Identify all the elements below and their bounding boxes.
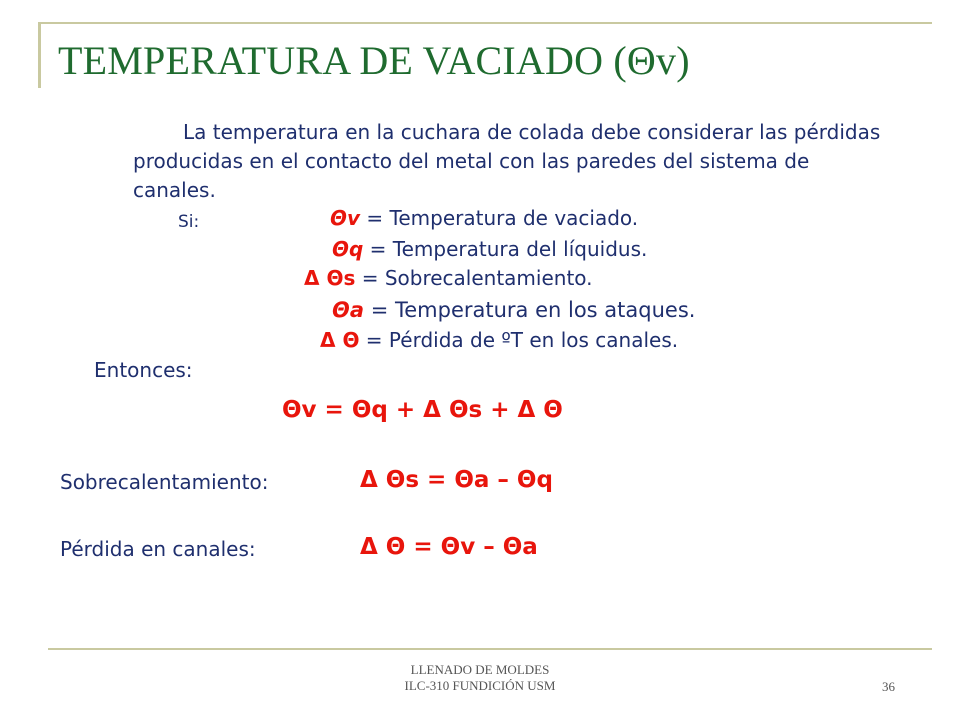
definition-symbol: Δ Θs bbox=[304, 266, 356, 290]
footer bbox=[300, 662, 660, 694]
intro-paragraph bbox=[133, 118, 893, 205]
slide-title: TEMPERATURA DE VACIADO (Θv) bbox=[58, 38, 690, 83]
definition-symbol: Θv bbox=[330, 206, 361, 230]
frame-left-line bbox=[38, 22, 41, 88]
definition-text: = Sobrecalentamiento. bbox=[355, 266, 593, 290]
definition-text: = Temperatura en los ataques. bbox=[364, 298, 696, 322]
entonces-label: Entonces: bbox=[94, 358, 193, 382]
page-number: 36 bbox=[882, 679, 895, 694]
definition-theta-q bbox=[332, 237, 647, 261]
frame-bottom-line bbox=[48, 648, 932, 650]
definition-text: = Temperatura del líquidus. bbox=[363, 237, 648, 261]
perdida-equation: Δ Θ = Θv – Θa bbox=[360, 534, 538, 560]
si-label: Si: bbox=[178, 212, 200, 232]
perdida-label: Pérdida en canales: bbox=[60, 537, 256, 561]
footer-line-1: LLENADO DE MOLDES bbox=[410, 662, 550, 677]
intro-paragraph-text: La temperatura en la cuchara de colada debe considerar las pérdidas producidas en el contacto del metal con las paredes del sistema de canales. bbox=[133, 120, 881, 202]
sobrecalentamiento-label: Sobrecalentamiento: bbox=[60, 470, 269, 494]
definition-symbol: Θa bbox=[332, 298, 365, 322]
definition-symbol: Θq bbox=[332, 237, 364, 261]
definition-text: = Pérdida de ºT en los canales. bbox=[359, 328, 679, 352]
sobrecalentamiento-equation: Δ Θs = Θa – Θq bbox=[360, 467, 553, 493]
definition-theta-v bbox=[330, 206, 638, 230]
definition-delta-theta-s bbox=[304, 266, 593, 290]
definition-delta-theta bbox=[320, 328, 678, 352]
definition-text: = Temperatura de vaciado. bbox=[360, 206, 639, 230]
footer-line-2: ILC-310 FUNDICIÓN USM bbox=[404, 678, 556, 693]
frame-top-line bbox=[38, 22, 932, 24]
main-equation: Θv = Θq + Δ Θs + Δ Θ bbox=[282, 397, 563, 423]
definition-theta-a bbox=[332, 298, 695, 322]
definition-symbol: Δ Θ bbox=[320, 328, 360, 352]
